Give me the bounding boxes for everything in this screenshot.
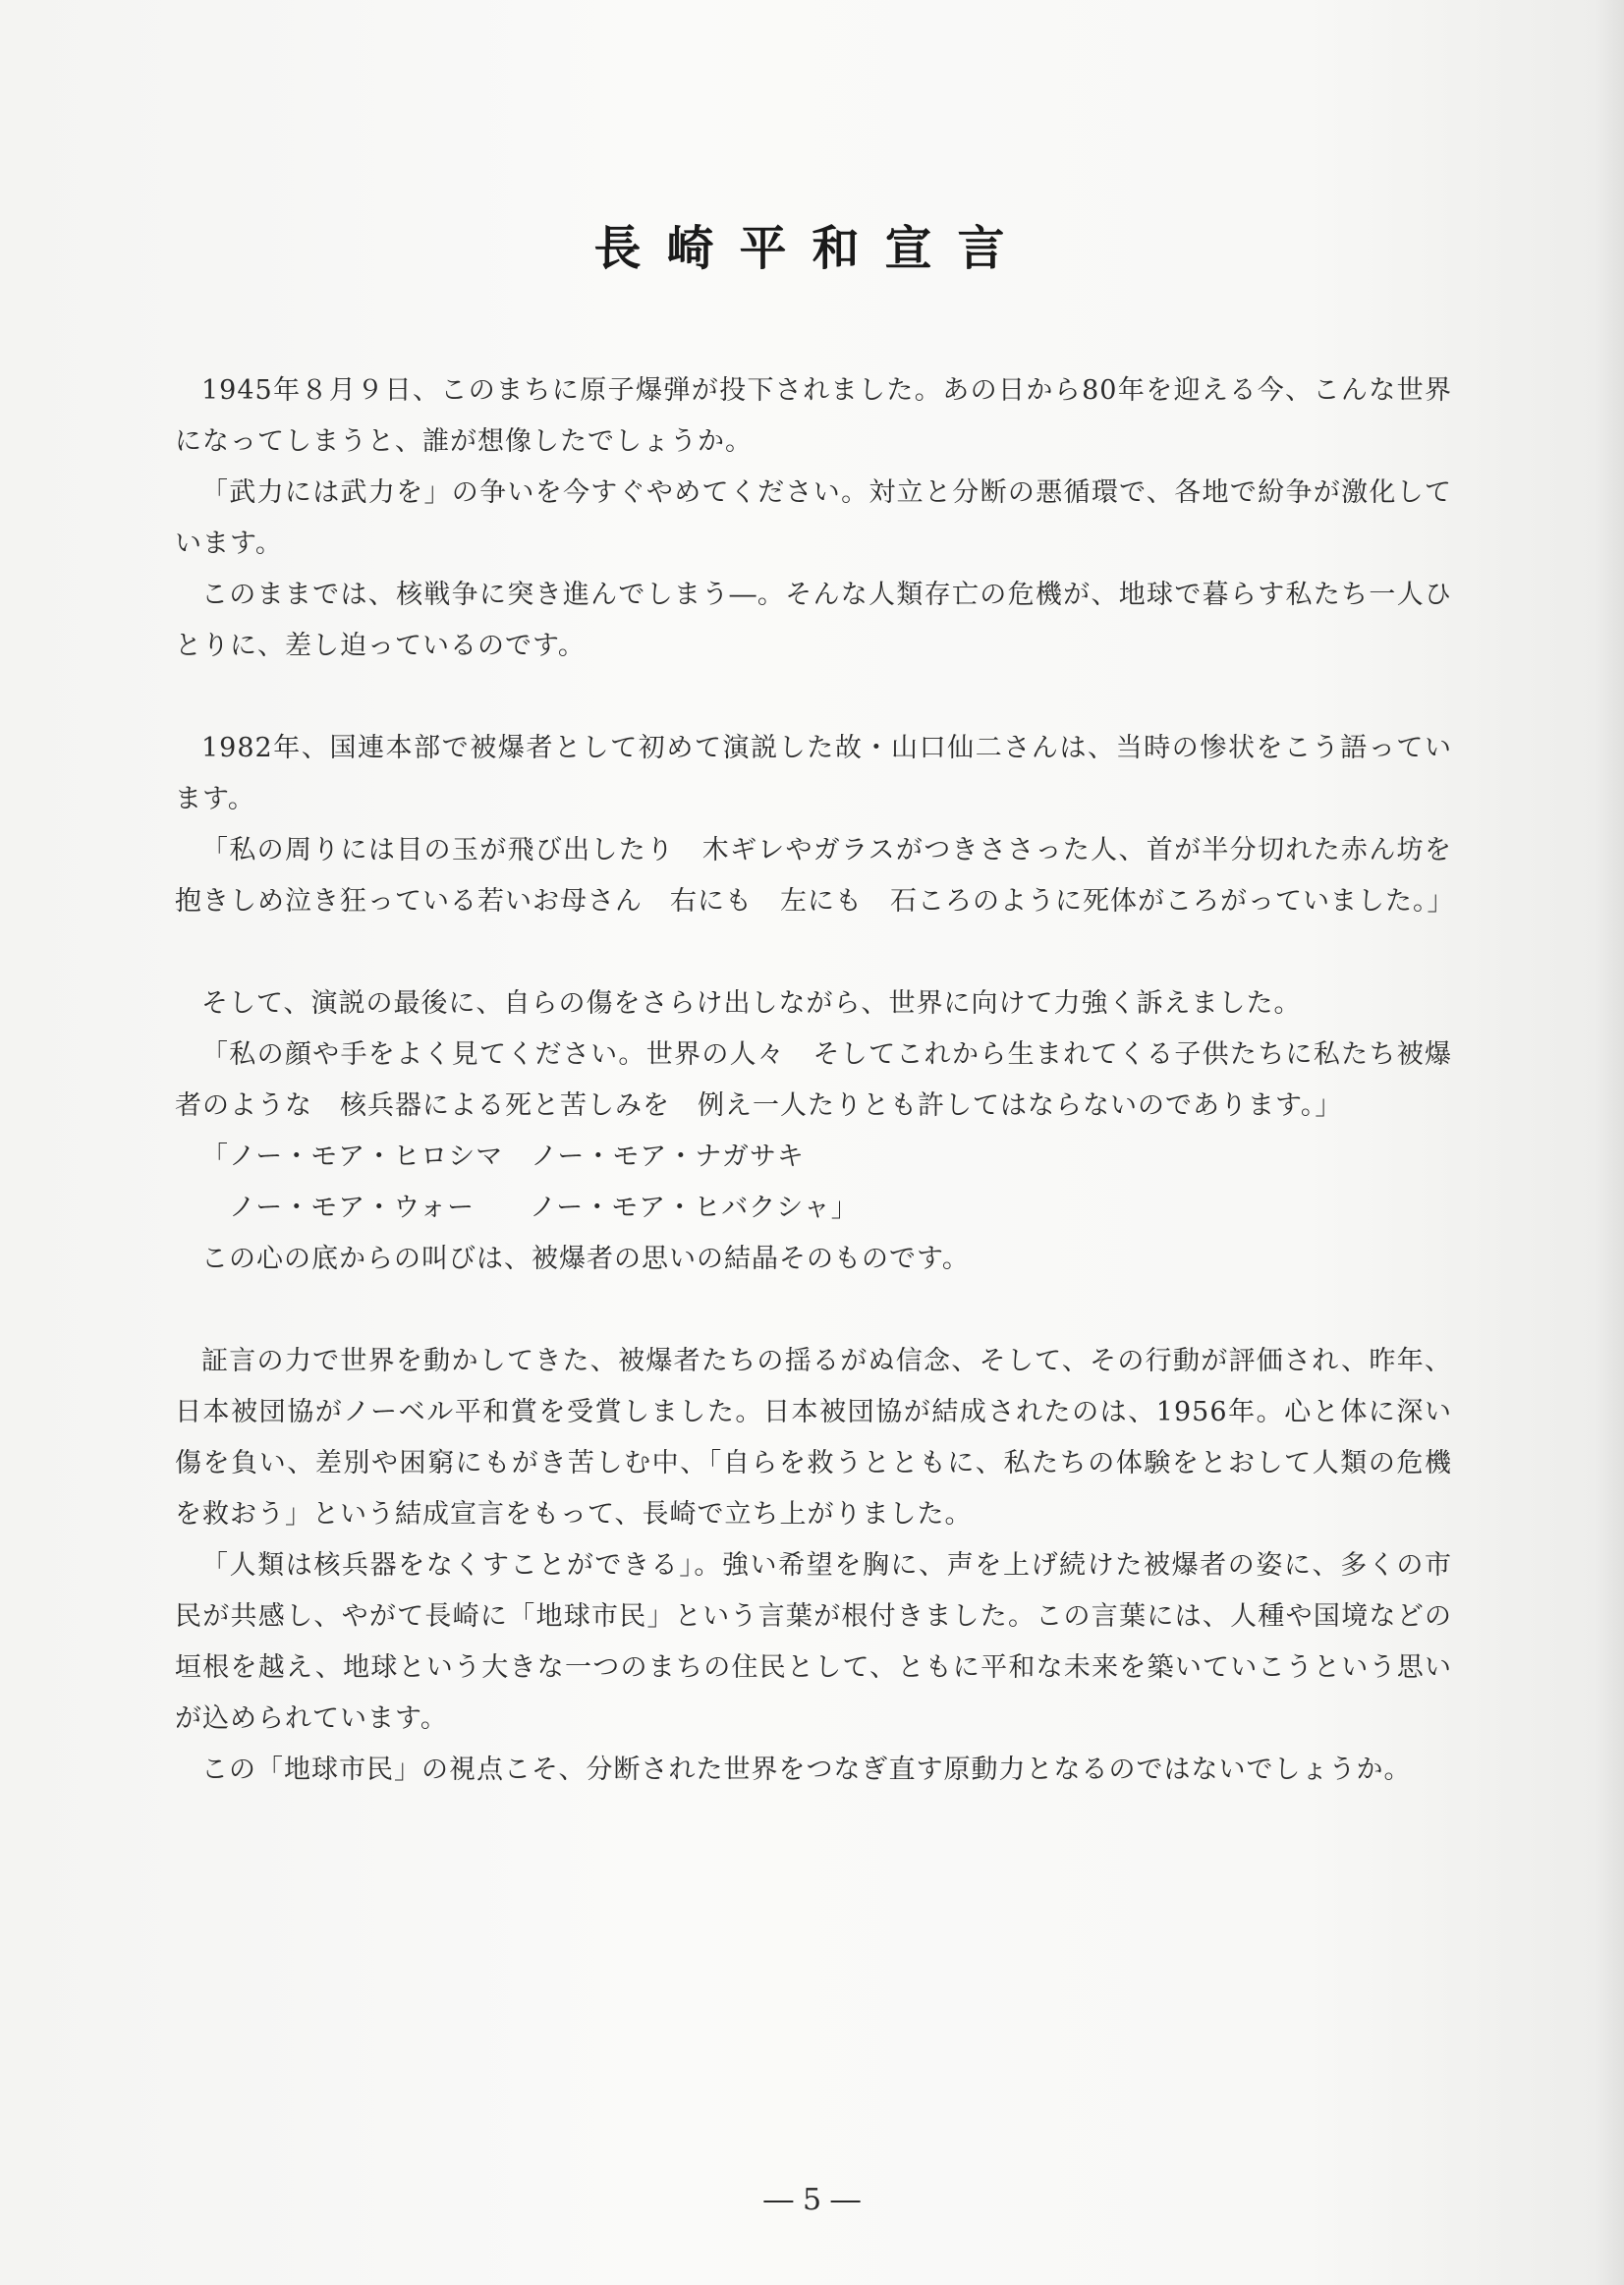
- paragraph-5-quote: 「私の周りには目の玉が飛び出したり 木ギレやガラスがつきささった人、首が半分切れた赤ん坊を抱きしめ泣き狂っている若いお母さん 右にも 左にも 石ころのように死体がころがっていました。」: [175, 835, 1455, 917]
- chant-line-2: ノー・モア・ウォー ノー・モア・ヒバクシャ」: [201, 1193, 859, 1223]
- paragraph-1: 1945年８月９日、このまちに原子爆弾が投下されました。あの日から80年を迎える今、こんな世界になってしまうと、誰が想像したでしょうか。: [175, 375, 1452, 457]
- paragraph-8: この心の底からの叫びは、被爆者の思いの結晶そのものです。: [201, 1244, 970, 1274]
- paper-crease-shadow: [1595, 0, 1624, 2285]
- paragraph-7-quote: 「私の顔や手をよく見てください。世界の人々 そしてこれから生まれてくる子供たちに私たち被爆者のような 核兵器による死と苦しみを 例え一人たりとも許してはならないのであります。」: [175, 1039, 1452, 1121]
- chant-line-1: 「ノー・モア・ヒロシマ ノー・モア・ナガサキ: [201, 1142, 805, 1172]
- paragraph-2: 「武力には武力を」の争いを今すぐやめてください。対立と分断の悪循環で、各地で紛争が激化しています。: [175, 477, 1452, 559]
- document-body: [175, 365, 1455, 1796]
- paragraph-gap: [175, 1285, 1452, 1336]
- page-number: ― 5 ―: [763, 2183, 861, 2217]
- paragraph-4: 1982年、国連本部で被爆者として初めて演説した故・山口仙二さんは、当時の惨状をこう語っています。: [175, 733, 1452, 814]
- paragraph-9: 証言の力で世界を動かしてきた、被爆者たちの揺るがぬ信念、そして、その行動が評価され、昨年、日本被団協がノーベル平和賞を受賞しました。日本被団協が結成されたのは、1956年。心と体に深い傷を負い、差別や困窮にもがき苦しむ中、「自らを救うとともに、私たちの体験をとおして人類の危機を救おう」という結成宣言をもって、長崎で立ち上がりました。: [175, 1346, 1452, 1530]
- paragraph-gap: [175, 927, 1452, 978]
- paragraph-11: この「地球市民」の視点こそ、分断された世界をつなぎ直す原動力となるのではないでしょうか。: [201, 1755, 1412, 1785]
- document-title: 長崎平和宣言: [593, 221, 1031, 276]
- paragraph-gap: [175, 672, 1452, 723]
- paragraph-10: 「人類は核兵器をなくすことができる」。強い希望を胸に、声を上げ続けた被爆者の姿に、多くの市民が共感し、やがて長崎に「地球市民」という言葉が根付きました。この言葉には、人種や国境などの垣根を越え、地球という大きな一つのまちの住民として、ともに平和な未来を築いていこうという思いが込められています。: [175, 1550, 1452, 1734]
- paragraph-3: このままでは、核戦争に突き進んでしまう―。そんな人類存亡の危機が、地球で暮らす私たち一人ひとりに、差し迫っているのです。: [175, 580, 1452, 661]
- paragraph-6: そして、演説の最後に、自らの傷をさらけ出しながら、世界に向けて力強く訴えました。: [201, 988, 1302, 1019]
